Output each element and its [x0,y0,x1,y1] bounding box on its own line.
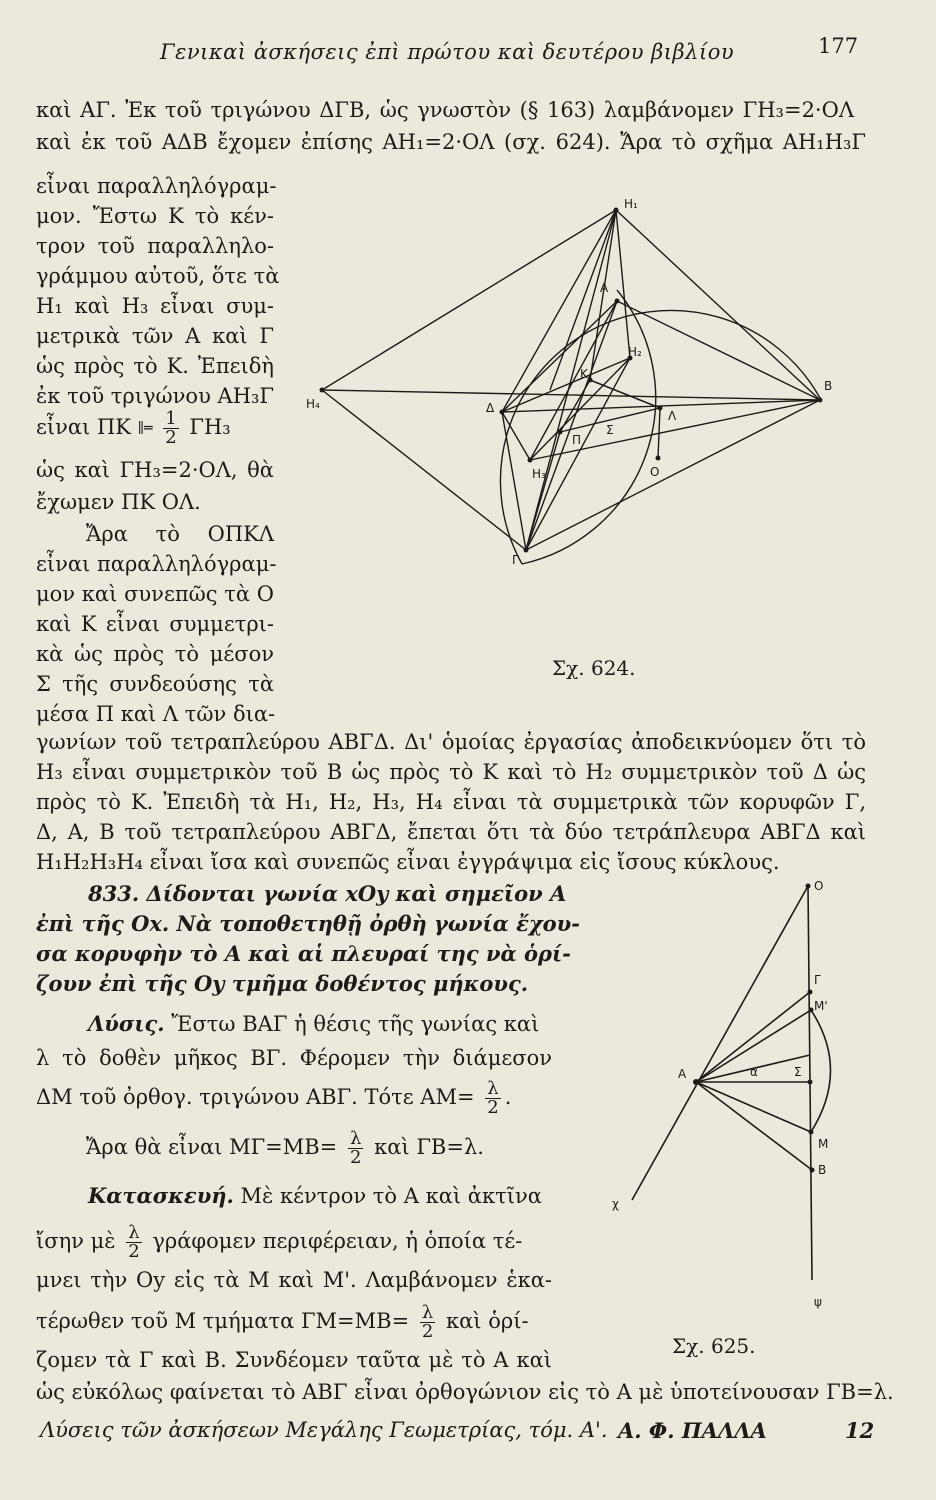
exercise-statement-text: Δίδονται γωνία xOy καὶ σημεῖον Α [146,881,567,906]
solution-label: Λύσις. [88,1011,165,1036]
figure-624-caption: Σχ. 624. [552,656,636,680]
label-m: Μ [818,1137,829,1151]
equation-pk [36,410,231,447]
text-line: ἐκ τοῦ τριγώνου ΑΗ₃Γ [36,384,274,408]
label-b: Β [824,379,833,393]
text-line: κὰ ὡς πρὸς τὸ μέσον [36,642,274,666]
fraction-denominator: 2 [128,1241,140,1262]
mg-suffix: καὶ ΓΒ=λ. [374,1135,484,1159]
label-x: χ [612,1197,619,1211]
solution-line-4 [86,1130,484,1167]
text-line: μον. Ἔστω Κ τὸ κέν- [36,204,274,228]
label-a: Α [678,1067,687,1081]
fraction-numerator: λ [126,1224,141,1243]
label-h4: Η₄ [306,397,320,411]
construction-line-2 [36,1224,522,1261]
text-line: Η₁Η₂Η₃Η₄ εἶναι ἴσα καὶ συνεπῶς εἶναι ἐγγράψιμα εἰς ἴσους κύκλους. [36,850,780,874]
fraction-numerator: 1 [165,408,177,429]
footer-author: Α. Φ. ΠΑΛΛΑ [618,1418,767,1443]
fraction-denominator: 2 [487,1097,499,1118]
ekateroth-prefix: τέρωθεν τοῦ Μ τμήματα ΓΜ=ΜΒ= [36,1309,410,1333]
label-l: Λ [668,409,677,423]
text-line: ὡς πρὸς τὸ Κ. Ἐπειδὴ [36,354,274,378]
text-line: τρον τοῦ παραλληλο- [36,234,274,258]
text-line: πρὸς τὸ Κ. Ἐπειδὴ τὰ Η₁, Η₂, Η₃, Η₄ εἶναι τὰ συμμετρικὰ τῶν κορυφῶν Γ, [36,790,866,814]
figure-625 [600,870,840,1330]
parallel-equal-symbol: ∥═ [137,420,153,437]
label-h2: Η₂ [628,345,642,359]
label-o: Ο [650,465,660,479]
am-prefix: ΔΜ τοῦ ὀρθογ. τριγώνου ΑΒΓ. Τότε ΑΜ= [36,1085,475,1109]
fraction-lambda-half [126,1224,141,1261]
isin-suffix: γράφομεν περιφέρειαν, ἡ ὁποία τέ- [152,1229,523,1253]
circumcircle [500,310,820,564]
exercise-833-line-4: ζουν ἐπὶ τῆς Οy τμῆμα δοθέντος μήκους. [36,971,529,996]
label-o: Ο [814,879,824,893]
label-s: Σ [794,1065,802,1079]
footer-book-title: Λύσεις τῶν ἀσκήσεων Μεγάλης Γεωμετρίας, τόμ. Α'. [40,1418,608,1442]
text-line: εἶναι παραλληλόγραμ- [36,552,277,576]
text-line: καὶ ΑΓ. Ἐκ τοῦ τριγώνου ΔΓΒ, ὡς γνωστὸν (§ 163) λαμβάνομεν ΓΗ₃=2·ΟΛ [36,98,854,122]
construction-line-6: ὡς εὐκόλως φαίνεται τὸ ΑΒΓ εἶναι ὀρθογώνιον εἰς τὸ Α μὲ ὑποτείνουσαν ΓΒ=λ. [36,1380,894,1404]
fraction-numerator: λ [485,1080,500,1099]
text-line: Σ τῆς συνδεούσης τὰ [36,672,274,696]
text-line: γράμμου αὐτοῦ, ὅτε τὰ [36,264,280,288]
label-g: Γ [512,553,519,567]
text-line: Η₃ εἶναι συμμετρικὸν τοῦ Β ὡς πρὸς τὸ Κ καὶ τὸ Η₂ συμμετρικὸν τοῦ Δ ὡς [36,760,866,784]
fraction-lambda-half [485,1080,500,1117]
fraction-lambda-half [348,1130,363,1167]
isin-prefix: ἴσην μὲ [36,1229,116,1253]
label-k: Κ [580,367,588,381]
text-line: ἔχωμεν ΠΚ ΟΛ. [36,490,201,514]
exercise-833-line-1 [88,880,567,908]
period: . [504,1085,512,1109]
construction-line-4 [36,1304,529,1341]
footer-sheet-number: 12 [845,1418,875,1443]
fraction-numerator: λ [420,1304,435,1323]
mg-prefix: Ἄρα θὰ εἶναι ΜΓ=ΜΒ= [86,1135,338,1159]
text-line: καὶ ἐκ τοῦ ΑΔΒ ἔχομεν ἐπίσης ΑΗ₁=2·ΟΛ (σχ. 624). Ἄρα τὸ σχῆμα ΑΗ₁Η₃Γ [36,130,866,154]
page-number: 177 [818,34,859,58]
text-line: εἶναι παραλληλόγραμ- [36,174,277,198]
fraction-denominator: 2 [421,1321,434,1342]
solution-line-2: λ τὸ δοθὲν μῆκος ΒΓ. Φέρομεν τὴν διάμεσον [36,1046,552,1070]
label-b: Β [818,1163,827,1177]
solution-line-1 [88,1010,552,1038]
label-d: Δ [486,401,495,415]
fraction-one-half [163,410,178,447]
ekateroth-suffix: καὶ ὁρί- [446,1309,529,1333]
text-line: μετρικὰ τῶν Α καὶ Γ [36,324,274,348]
text-line: Δ, Α, Β τοῦ τετραπλεύρου ΑΒΓΔ, ἔπεται ὅτι τὰ δύο τετράπλευρα ΑΒΓΔ καὶ [36,820,866,844]
figure-624 [290,180,880,680]
label-g: Γ [814,973,821,987]
fraction-denominator: 2 [165,427,177,448]
running-title: Γενικαὶ ἀσκήσεις ἐπὶ πρώτου καὶ δευτέρου βιβλίου [160,40,735,64]
label-a: Α [600,281,609,295]
text-line: μον καὶ συνεπῶς τὰ Ο [36,582,274,606]
exercise-833-line-2: ἐπὶ τῆς Οx. Νὰ τοποθετηθῇ ὀρθὴ γωνία ἔχου- [36,911,580,936]
fraction-numerator: λ [348,1130,363,1149]
fraction-denominator: 2 [349,1147,362,1168]
text-line: Ἄρα τὸ ΟΠΚΛ [86,522,274,546]
fraction-lambda-half [420,1304,435,1341]
exercise-833-line-3: σα κορυφὴν τὸ Α καὶ αἱ πλευραί της νὰ ὁρί- [36,941,571,966]
construction-line-1 [88,1182,552,1210]
exercise-number: 833. [88,881,140,906]
figure-625-caption: Σχ. 625. [672,1334,756,1358]
eq1-suffix: ΓΗ₃ [189,415,231,439]
eq1-prefix: εἶναι ΠΚ [36,415,131,439]
solution-text: Ἔστω ΒΑΓ ἡ θέσις τῆς γωνίας καὶ [171,1012,540,1036]
construction-line-3: μνει τὴν Οy εἰς τὰ Μ καὶ Μ'. Λαμβάνομεν ἑκα- [36,1268,552,1292]
label-h1: Η₁ [624,197,638,211]
label-alpha: α [750,1065,758,1079]
text-line: ὡς καὶ ΓΗ₃=2·ΟΛ, θὰ [36,458,274,482]
text-line: μέσα Π καὶ Λ τῶν δια- [36,702,276,726]
text-line: καὶ Κ εἶναι συμμετρι- [36,612,274,636]
label-s: Σ [606,423,614,437]
solution-line-3 [36,1080,511,1117]
text-line: γωνίων τοῦ τετραπλεύρου ΑΒΓΔ. Δι' ὁμοίας ἐργασίας ἀποδεικνύομεν ὅτι τὸ [36,730,866,754]
construction-label: Κατασκευή. [88,1183,234,1208]
construction-text: Μὲ κέντρον τὸ Α καὶ ἀκτῖνα [240,1184,542,1208]
label-m-prime: Μ' [814,999,828,1013]
page-footer [40,1418,880,1442]
label-p: Π [572,433,582,447]
text-line: Η₁ καὶ Η₃ εἶναι συμ- [36,294,274,318]
label-y: ψ [814,1295,822,1309]
construction-line-5: ζομεν τὰ Γ καὶ Β. Συνδέομεν ταῦτα μὲ τὸ Α καὶ [36,1348,552,1372]
label-h3: Η₃ [532,467,546,481]
